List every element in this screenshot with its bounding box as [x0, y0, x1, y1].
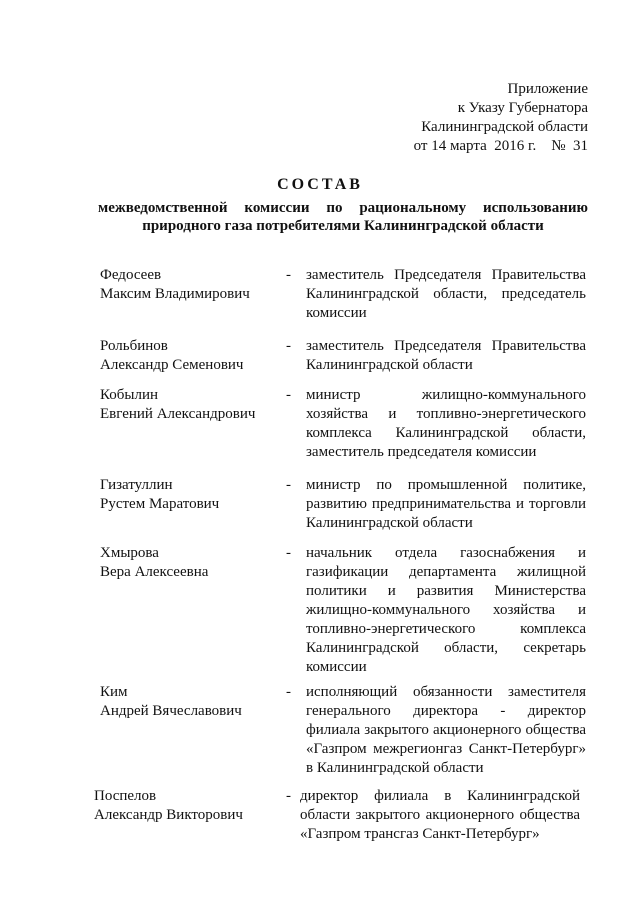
- member-dash: -: [286, 684, 291, 700]
- member-role: министр по промышленной политике, развитию предпринимательства и торговли Калининградской области: [306, 477, 586, 531]
- member-dash: -: [286, 788, 291, 804]
- member-role: директор филиала в Калининградской области закрытого акционерного общества «Газпром трансгаз Санкт-Петербург»: [300, 788, 580, 842]
- member-given-names: Вера Алексеевна: [100, 564, 209, 580]
- member-surname: Федосеев: [100, 267, 162, 283]
- member-dash: -: [286, 477, 291, 493]
- member-role: министр жилищно-коммунального хозяйства и топливно-энергетического комплекса Калининградской области, заместитель председателя комиссии: [306, 387, 586, 460]
- member-dash: -: [286, 387, 291, 403]
- member-role: заместитель Председателя Правительства Калининградской области, председатель комиссии: [306, 267, 586, 321]
- subtitle-line: природного газа потребителями Калининградской области: [142, 218, 544, 234]
- member-given-names: Максим Владимирович: [100, 286, 250, 302]
- appendix-line: к Указу Губернатора: [457, 100, 588, 116]
- member-surname: Гизатуллин: [100, 477, 173, 493]
- member-given-names: Евгений Александрович: [100, 406, 256, 422]
- appendix-date-number: от 14 марта 2016 г. № 31: [413, 138, 588, 154]
- member-name: [100, 544, 280, 582]
- member-dash: -: [286, 545, 291, 561]
- member-name: [100, 386, 280, 424]
- appendix-line: Приложение: [507, 81, 588, 97]
- member-name: [100, 683, 280, 721]
- member-surname: Поспелов: [94, 788, 157, 804]
- member-given-names: Рустем Маратович: [100, 496, 220, 512]
- member-dash: -: [286, 338, 291, 354]
- member-name: [100, 266, 280, 304]
- member-given-names: Александр Семенович: [100, 357, 244, 373]
- member-name: [100, 337, 280, 375]
- member-given-names: Александр Викторович: [94, 807, 243, 823]
- member-role: исполняющий обязанности заместителя генерального директора - директор филиала закрытого акционерного общества «Газпром межрегионгаз Санкт-Петербург» в Калининградской области: [306, 684, 586, 776]
- document-title: СОСТАВ: [277, 176, 363, 193]
- member-name: [100, 476, 280, 514]
- member-surname: Кобылин: [100, 387, 159, 403]
- appendix-line: Калининградской области: [421, 119, 588, 135]
- member-name: [94, 787, 274, 825]
- appendix-block: [414, 80, 588, 156]
- member-surname: Хмырова: [100, 545, 159, 561]
- document-subtitle: [98, 199, 588, 235]
- member-role: начальник отдела газоснабжения и газификации департамента жилищной политики и развития Министерства жилищно-коммунального хозяйства и топливно-энергетического комплекса Калининградской области, секретарь комиссии: [306, 545, 586, 675]
- subtitle-line: межведомственной комиссии по рациональному использованию: [98, 200, 588, 216]
- member-surname: Рольбинов: [100, 338, 168, 354]
- member-surname: Ким: [100, 684, 128, 700]
- member-role: заместитель Председателя Правительства Калининградской области: [306, 338, 586, 373]
- member-dash: -: [286, 267, 291, 283]
- member-given-names: Андрей Вячеславович: [100, 703, 242, 719]
